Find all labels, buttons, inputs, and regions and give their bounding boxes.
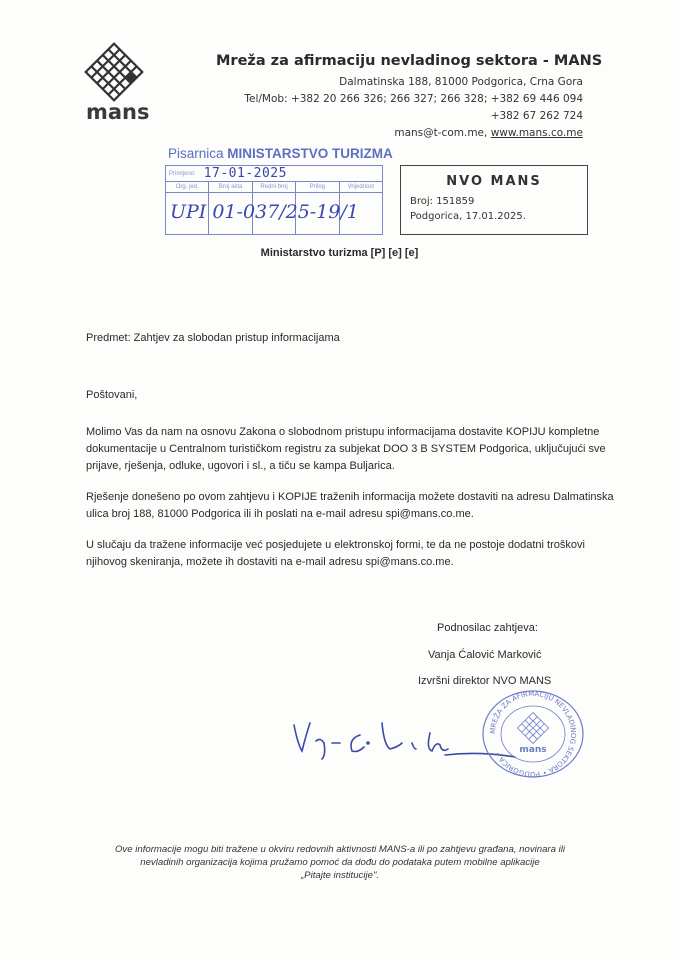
seal-center-text: mans <box>519 745 547 755</box>
logo-text: mans <box>86 100 150 124</box>
svg-text:MREŽA ZA AFIRMACIJU NEVLADINOG <box>489 690 577 778</box>
stamp-column: Prilog <box>296 182 339 192</box>
stamp-column: Org. jed. <box>166 182 209 192</box>
sender-box-title: NVO MANS <box>446 174 542 189</box>
organization-name: Mreža za afirmaciju nevladinog sektora - MANS <box>216 53 603 69</box>
signatory-name: Vanja Ćalović Marković <box>428 649 542 661</box>
stamp-received-label: Primljeno: <box>169 170 196 177</box>
organization-phone: Tel/Mob: +382 20 266 326; 266 327; 266 328; +382 69 446 094 <box>244 93 583 105</box>
body-paragraph: Molimo Vas da nam na osnovu Zakona o slobodnom pristupu informacijama dostavite KOPIJU kompletne dokumentacije u Centralnom turističkom registru za subjekat DOO 3 B SYSTEM Podgorica, uključujući sve prijave, rješenja, odluke, ugovori i sl., a tiču se kampa Buljarica. <box>86 426 606 472</box>
organization-seal <box>478 688 588 780</box>
footer-line: Ove informacije mogu biti tražene u okviru redovnih aktivnosti MANS-a ili po zahtjevu građana, novinara ili <box>114 844 566 855</box>
stamp-handwritten-number: UPI 01-037/25-19/1 <box>170 201 359 223</box>
mans-logo-grid-icon <box>82 40 146 104</box>
stamp-column: Broj akta <box>209 182 252 192</box>
stamp-date: 17-01-2025 <box>203 165 287 181</box>
sender-reference-box <box>400 165 588 235</box>
signatory-position: Izvršni direktor NVO MANS <box>418 675 552 687</box>
footer-line: „Pitajte institucije". <box>300 870 380 881</box>
organization-phone-2: +382 67 262 724 <box>490 110 583 122</box>
organization-contact <box>394 125 583 142</box>
organization-website-link[interactable]: www.mans.co.me <box>490 127 583 139</box>
letter-body <box>86 424 626 585</box>
stamp-column: Vrijednost <box>347 184 375 190</box>
organization-address: Dalmatinska 188, 81000 Podgorica, Crna Gora <box>339 76 583 88</box>
footer-line: nevladinih organizacija kojima pružamo pomoć da dođu do podataka putem mobilne aplikacije <box>140 857 540 868</box>
salutation: Poštovani, <box>86 389 138 401</box>
place-date: Podgorica, 17.01.2025. <box>410 211 526 222</box>
signature-label: Podnosilac zahtjeva: <box>437 622 538 634</box>
stamp-received-row <box>166 166 382 182</box>
stamp-title-light: Pisarnica <box>168 146 228 161</box>
organization-email[interactable]: mans@t-com.me, <box>394 127 488 139</box>
body-paragraph: U slučaju da tražene informacije već posjedujete u elektronskoj formi, te da ne postoje dodatni troškovi njihovog skeniranja, možete ih dostaviti na e-mail adresu spi@mans.co.me. <box>86 539 585 568</box>
stamp-column: Redni broj <box>253 182 296 192</box>
reference-number: Broj: 151859 <box>410 196 475 207</box>
recipient: Ministarstvo turizma [P] [e] [e] <box>260 247 419 259</box>
stamp-title-bold: MINISTARSTVO TURIZMA <box>227 146 393 161</box>
subject-line: Predmet: Zahtjev za slobodan pristup informacijama <box>86 332 340 344</box>
registry-stamp-title <box>168 146 393 162</box>
seal-ring-text: MREŽA ZA AFIRMACIJU NEVLADINOG SEKTORA • PODGORICA • <box>488 689 578 779</box>
footer-note <box>60 843 620 882</box>
body-paragraph: Rješenje donešeno po ovom zahtjevu i KOPIJE traženih informacija možete dostaviti na adresu Dalmatinska ulica broj 188, 81000 Podgorica ili ih poslati na e-mail adresu spi@mans.co.me. <box>86 491 614 520</box>
